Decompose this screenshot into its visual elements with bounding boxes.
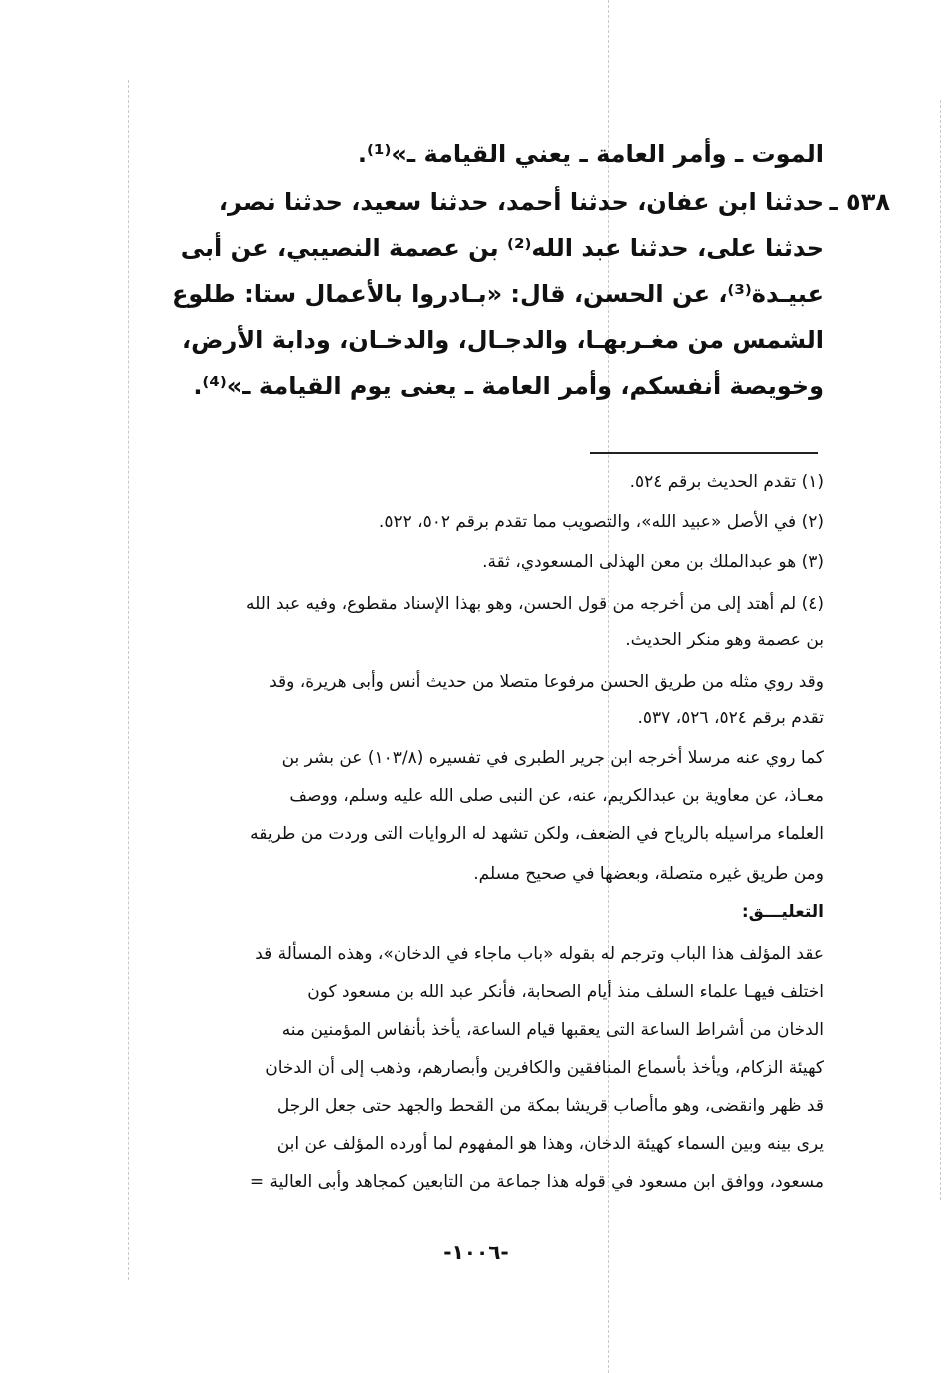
footnote-line: (٣) هو عبدالملك بن معن الهذلى المسعودي، ثقة. bbox=[482, 552, 824, 572]
footnote-line: ومن طريق غيره متصلة، وبعضها في صحيح مسلم. bbox=[473, 864, 824, 884]
footnote-line: كما روي عنه مرسلا أخرجه ابن جرير الطبرى في تفسيره (١٠٣/٨) عن بشر بن bbox=[281, 748, 824, 768]
main-line: حدثنا ابن عفان، حدثنا أحمد، حدثنا سعيد، حدثنا نصر، bbox=[218, 188, 824, 216]
main-line: الموت ـ وأمر العامة ـ يعني القيامة ـ»⁽¹⁾. bbox=[357, 140, 824, 168]
footnote-line: وقد روي مثله من طريق الحسن مرفوعا متصلا من حديث أنس وأبى هريرة، وقد bbox=[269, 672, 824, 692]
main-line: عبيـدة⁽³⁾، عن الحسن، قال: «بـادروا بالأعمال ستا: طلوع bbox=[171, 280, 824, 308]
footnote-line: معـاذ، عن معاوية بن عبدالكريم، عنه، عن النبى صلى الله عليه وسلم، ووصف bbox=[289, 786, 824, 806]
commentary-block bbox=[96, 902, 824, 1222]
hadith-number: ٥٣٨ ـ bbox=[829, 188, 890, 216]
commentary-line: اختلف فيهـا علماء السلف منذ أيام الصحابة، فأنكر عبد الله بن مسعود كون bbox=[307, 982, 824, 1002]
commentary-line: مسعود، ووافق ابن مسعود في قوله هذا جماعة من التابعين كمجاهد وأبى العالية = bbox=[249, 1172, 824, 1192]
page-number: -١٠٠٦- bbox=[443, 1240, 509, 1264]
commentary-line: كهيئة الزكام، ويأخذ بأسماع المنافقين والكافرين وأبصارهم، وذهب إلى أن الدخان bbox=[265, 1058, 824, 1078]
main-line: حدثنا على، حدثنا عبد الله⁽²⁾ بن عصمة النصيبي، عن أبى bbox=[180, 234, 824, 262]
footnote-line: (٤) لم أهتد إلى من أخرجه من قول الحسن، وهو بهذا الإسناد مقطوع، وفيه عبد الله bbox=[245, 594, 824, 614]
commentary-line: قد ظهر وانقضى، وهو ماأصاب قريشا بمكة من القحط والجهد حتى جعل الرجل bbox=[276, 1096, 824, 1116]
footnote-line: (٢) في الأصل «عبيد الله»، والتصويب مما تقدم برقم ٥٠٢، ٥٢٢. bbox=[378, 512, 824, 532]
commentary-line: يرى بينه وبين السماء كهيئة الدخان، وهذا هو المفهوم لما أورده المؤلف عن ابن bbox=[276, 1134, 824, 1154]
footnotes-block bbox=[96, 472, 824, 902]
commentary-line: الدخان من أشراط الساعة التى يعقبها قيام الساعة، يأخذ بأنفاس المؤمنين منه bbox=[281, 1020, 824, 1040]
footnote-line: تقدم برقم ٥٢٤، ٥٢٦، ٥٣٧. bbox=[637, 708, 824, 728]
footnote-separator bbox=[590, 452, 818, 454]
hadith-text-block bbox=[100, 140, 890, 410]
scan-artifact-line bbox=[940, 100, 941, 1200]
main-line: وخويصة أنفسكم، وأمر العامة ـ يعنى يوم القيامة ـ»⁽⁴⁾. bbox=[193, 372, 824, 400]
footnote-line: العلماء مراسيله بالرياح في الضعف، ولكن تشهد له الروايات التى وردت من طريقه bbox=[250, 824, 824, 844]
footnote-line: بن عصمة وهو منكر الحديث. bbox=[625, 630, 824, 650]
commentary-heading: التعليـــق: bbox=[741, 902, 824, 922]
footnote-line: (١) تقدم الحديث برقم ٥٢٤. bbox=[629, 472, 824, 492]
main-line: الشمس من مغـربهـا، والدجـال، والدخـان، ودابة الأرض، bbox=[182, 326, 824, 354]
commentary-line: عقد المؤلف هذا الباب وترجم له بقوله «باب ماجاء في الدخان»، وهذه المسألة قد bbox=[255, 944, 824, 964]
